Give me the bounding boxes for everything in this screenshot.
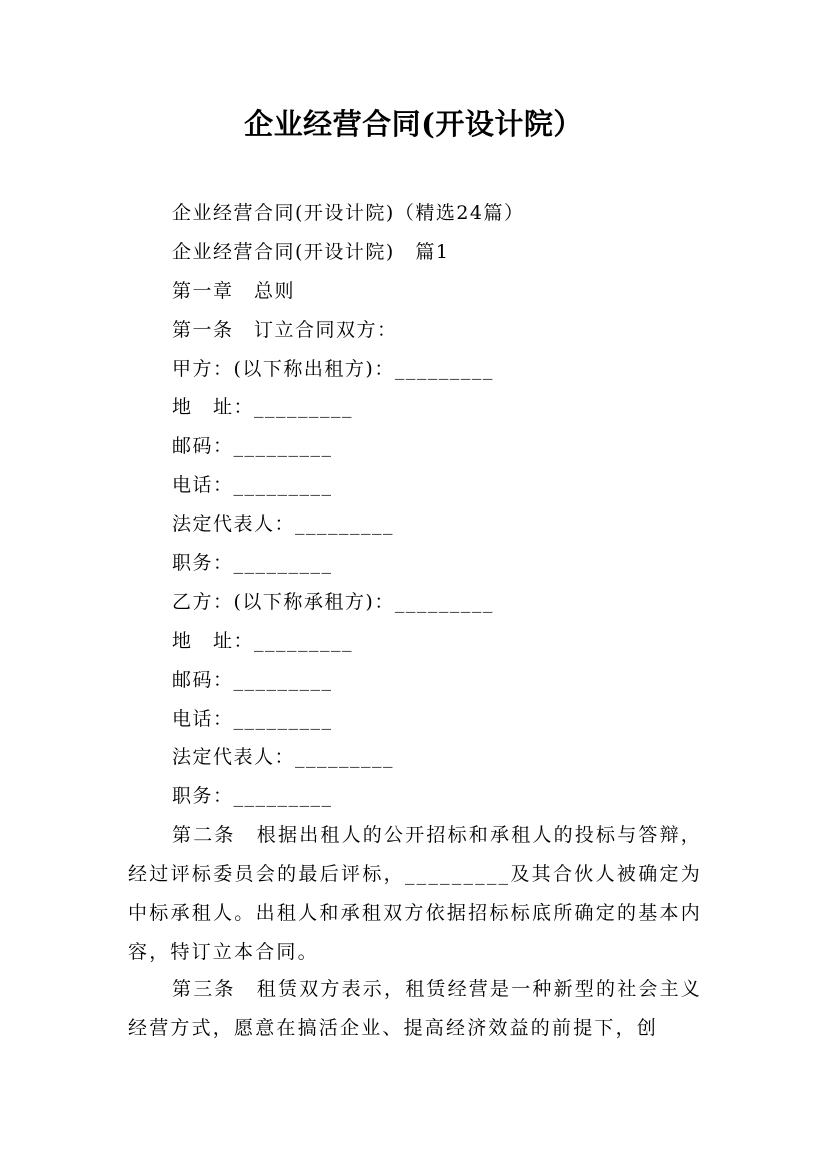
- party-b-address: 地 址：_________: [172, 629, 354, 652]
- party-a-line: 甲方：(以下称出租方)：_________: [172, 357, 494, 380]
- party-b-representative: 法定代表人：_________: [172, 746, 395, 769]
- party-a-postcode: 邮码：_________: [172, 435, 333, 458]
- chapter-heading: 第一章 总则: [172, 279, 296, 302]
- party-a-phone: 电话：_________: [172, 474, 333, 497]
- party-b-phone: 电话：_________: [172, 707, 333, 730]
- party-a-position: 职务：_________: [172, 552, 333, 575]
- article-two-paragraph: 第二条 根据出租人的公开招标和承租人的投标与答辩，经过评标委员会的最后评标，_________及其合伙人被确定为中标承租人。出租人和承租双方依据招标标底所确定的基本内容，特订立本合同。: [128, 824, 703, 963]
- party-a-address: 地 址：_________: [172, 396, 354, 419]
- party-b-position: 职务：_________: [172, 785, 333, 808]
- party-b-line: 乙方：(以下称承租方)：_________: [172, 590, 494, 613]
- article-heading: 第一条 订立合同双方：: [172, 318, 398, 341]
- subtitle-line: 企业经营合同(开设计院)（精选24篇）: [172, 202, 525, 224]
- document-title: 企业经营合同(开设计院）: [244, 107, 583, 141]
- party-a-representative: 法定代表人：_________: [172, 513, 395, 536]
- party-b-postcode: 邮码：_________: [172, 668, 333, 691]
- contract-lines: [172, 194, 712, 816]
- article-three-paragraph: 第三条 租赁双方表示，租赁经营是一种新型的社会主义经营方式，愿意在搞活企业、提高经济效益的前提下，创: [128, 978, 703, 1039]
- section-heading: 企业经营合同(开设计院) 篇1: [172, 240, 450, 263]
